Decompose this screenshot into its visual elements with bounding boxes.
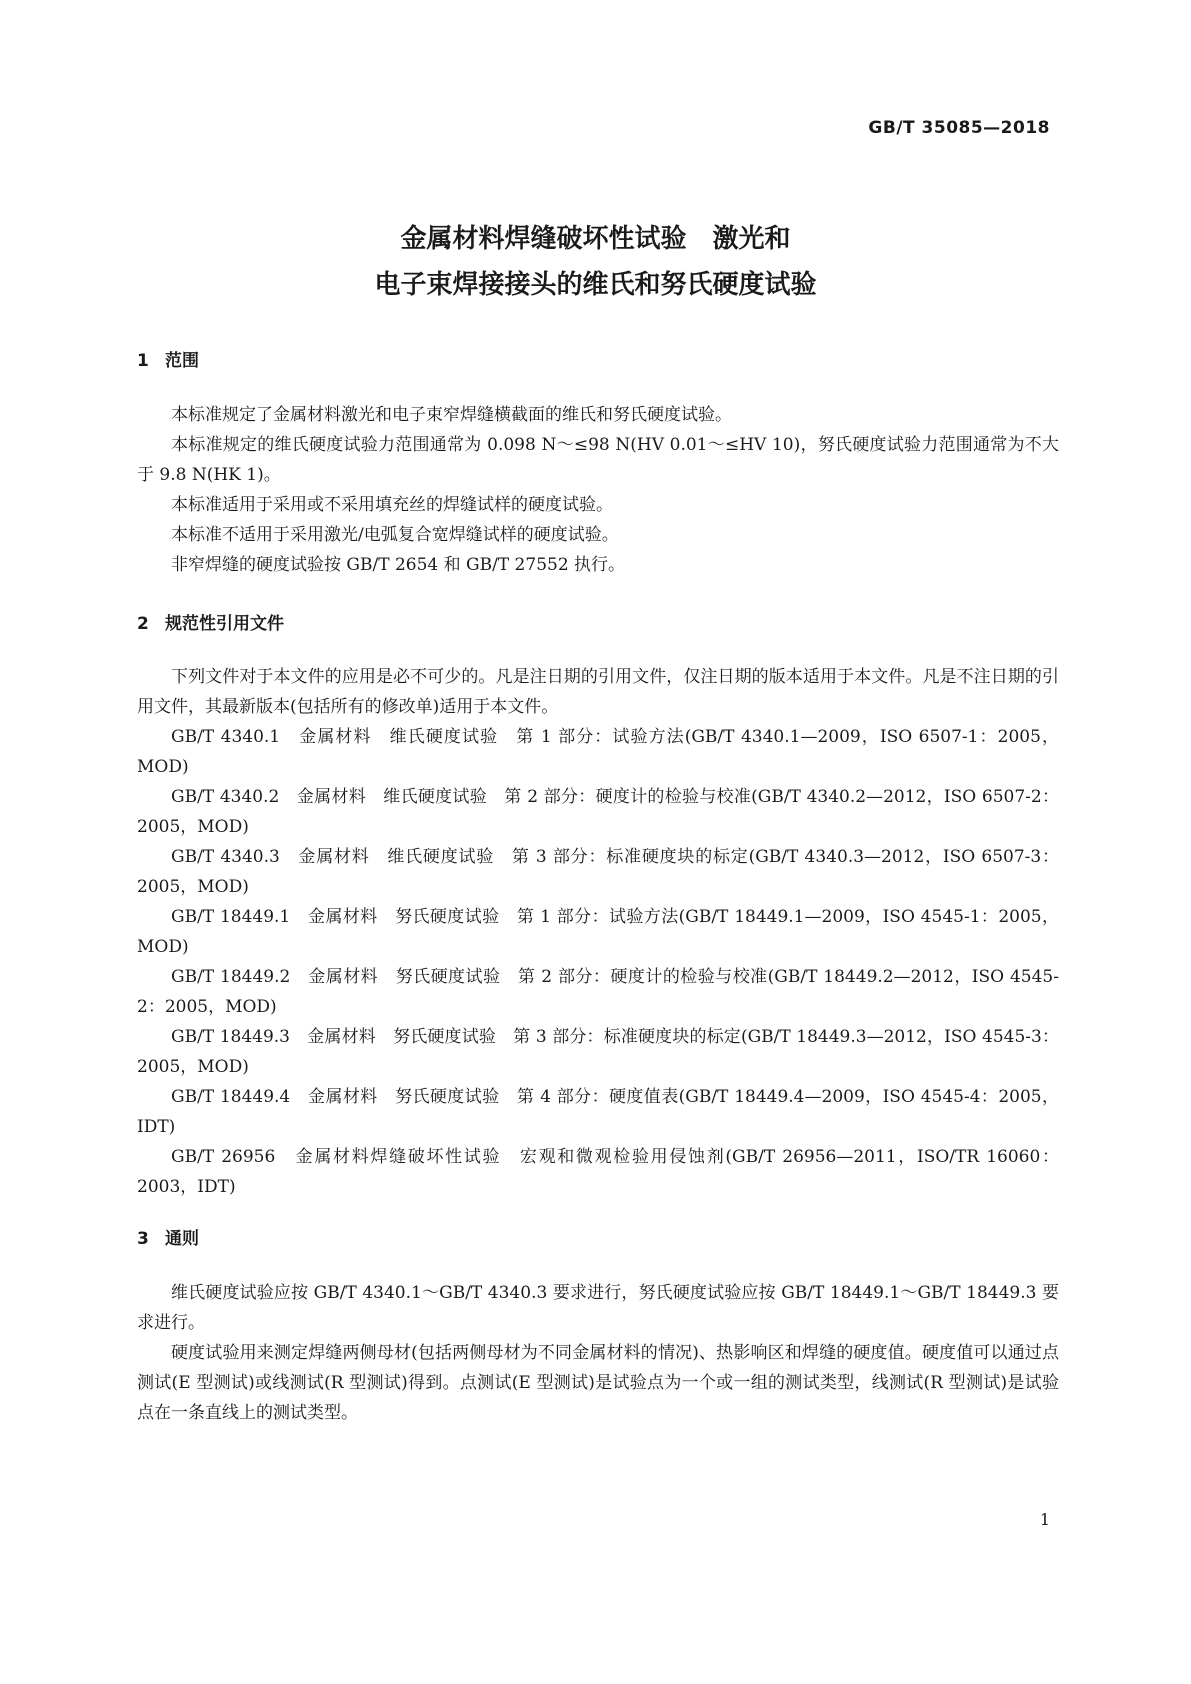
paragraph: 本标准规定了金属材料激光和电子束窄焊缝横截面的维氏和努氏硬度试验。 (171, 405, 732, 425)
reference-entry: GB/T 18449.1 金属材料 努氏硬度试验 第 1 部分：试验方法(GB/T 18449.1—2009，ISO 4545-1：2005，MOD) (137, 907, 1059, 957)
reference-entry: GB/T 18449.4 金属材料 努氏硬度试验 第 4 部分：硬度值表(GB/T 18449.4—2009，ISO 4545-4：2005，IDT) (137, 1087, 1059, 1137)
paragraph: 本标准不适用于采用激光/电弧复合宽焊缝试样的硬度试验。 (171, 525, 619, 545)
document-title (0, 216, 1191, 308)
page-number: 1 (1039, 1510, 1050, 1529)
paragraph: 非窄焊缝的硬度试验按 GB/T 2654 和 GB/T 27552 执行。 (171, 555, 626, 575)
section-2-body (137, 662, 1059, 1202)
section-2-heading (137, 609, 284, 634)
reference-entry: GB/T 18449.3 金属材料 努氏硬度试验 第 3 部分：标准硬度块的标定(GB/T 18449.3—2012，ISO 4545-3：2005，MOD) (137, 1027, 1059, 1077)
title-line-2: 电子束焊接接头的维氏和努氏硬度试验 (374, 270, 817, 300)
reference-entry: GB/T 4340.2 金属材料 维氏硬度试验 第 2 部分：硬度计的检验与校准(GB/T 4340.2—2012，ISO 6507-2：2005，MOD) (137, 787, 1059, 837)
paragraph: 硬度试验用来测定焊缝两侧母材(包括两侧母材为不同金属材料的情况)、热影响区和焊缝的硬度值。硬度值可以通过点测试(E 型测试)或线测试(R 型测试)得到。点测试(E 型测试)是试验点为一个或一组的测试类型，线测试(R 型测试)是试验点在一条直线上的测试类型。 (137, 1343, 1059, 1423)
section-number: 3 (137, 1229, 149, 1249)
reference-entry: GB/T 18449.2 金属材料 努氏硬度试验 第 2 部分：硬度计的检验与校准(GB/T 18449.2—2012，ISO 4545-2：2005，MOD) (137, 967, 1059, 1017)
section-1-heading (137, 346, 199, 371)
section-title: 规范性引用文件 (165, 614, 284, 634)
section-title: 范围 (165, 351, 199, 371)
paragraph: 维氏硬度试验应按 GB/T 4340.1～GB/T 4340.3 要求进行，努氏硬度试验应按 GB/T 18449.1～GB/T 18449.3 要求进行。 (137, 1283, 1059, 1333)
reference-entry: GB/T 26956 金属材料焊缝破坏性试验 宏观和微观检验用侵蚀剂(GB/T 26956—2011，ISO/TR 16060：2003，IDT) (137, 1147, 1059, 1197)
section-number: 2 (137, 614, 149, 634)
paragraph: 本标准规定的维氏硬度试验力范围通常为 0.098 N～≤98 N(HV 0.01～≤HV 10)，努氏硬度试验力范围通常为不大于 9.8 N(HK 1)。 (137, 435, 1059, 485)
paragraph: 本标准适用于采用或不采用填充丝的焊缝试样的硬度试验。 (171, 495, 613, 515)
section-1-body (137, 400, 1059, 580)
section-title: 通则 (165, 1229, 199, 1249)
reference-entry: GB/T 4340.3 金属材料 维氏硬度试验 第 3 部分：标准硬度块的标定(GB/T 4340.3—2012，ISO 6507-3：2005，MOD) (137, 847, 1059, 897)
title-line-1: 金属材料焊缝破坏性试验 激光和 (400, 224, 791, 254)
section-3-body (137, 1278, 1059, 1428)
section-3-heading (137, 1224, 199, 1249)
section-number: 1 (137, 351, 149, 371)
paragraph: 下列文件对于本文件的应用是必不可少的。凡是注日期的引用文件，仅注日期的版本适用于本文件。凡是不注日期的引用文件，其最新版本(包括所有的修改单)适用于本文件。 (137, 667, 1059, 717)
reference-entry: GB/T 4340.1 金属材料 维氏硬度试验 第 1 部分：试验方法(GB/T 4340.1—2009，ISO 6507-1：2005，MOD) (137, 727, 1059, 777)
standard-code: GB/T 35085—2018 (868, 118, 1050, 138)
